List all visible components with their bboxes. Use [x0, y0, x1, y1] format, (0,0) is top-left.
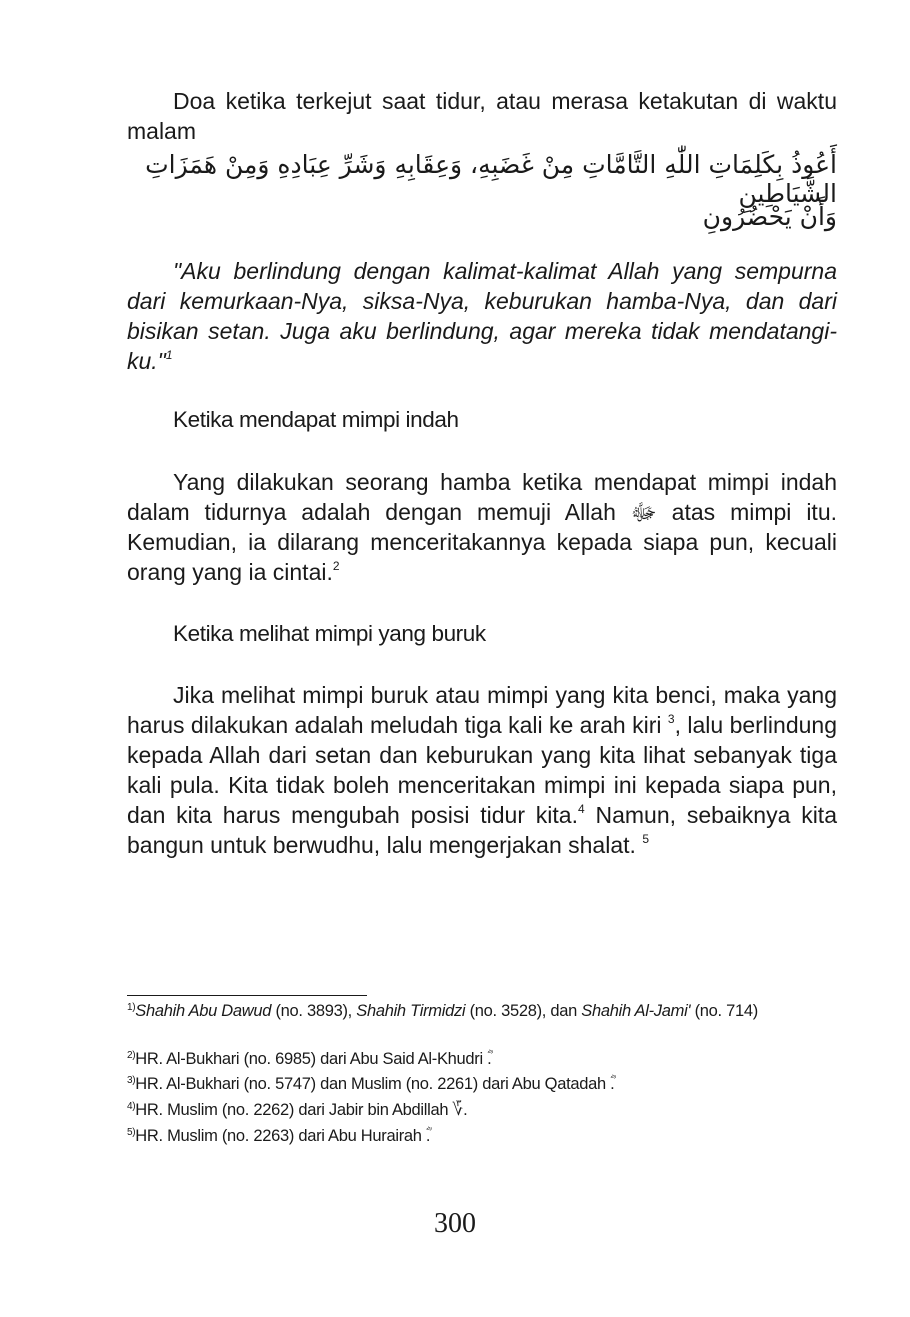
footnote-number: 3)	[127, 1075, 136, 1086]
section-heading-bad-dream: Ketika melihat mimpi yang buruk	[173, 621, 486, 646]
footnote-text: (no. 3893),	[271, 1002, 357, 1020]
good-dream-text: Yang dilakukan seorang hamba ketika mendapat mimpi indah dalam tidurnya adalah dengan memuji Allah ﷻ atas mimpi itu. Kemudian, ia dilarang menceritakannya kepada siapa pun, kecuali orang yang ia cintai.	[127, 469, 838, 585]
footnote-number: 1)	[127, 1002, 136, 1013]
footnote-text: HR. Muslim (no. 2263) dari Abu Hurairah ؓ.	[135, 1127, 431, 1145]
bad-dream-text-a: Jika melihat mimpi buruk atau mimpi yang kita benci, maka yang harus dilakukan adalah meludah tiga kali ke arah kiri	[127, 682, 837, 738]
bad-dream-text-c: Namun, sebaiknya kita bangun untuk berwudhu, lalu mengerjakan shalat.	[127, 802, 837, 858]
footnote-text: Shahih Al-Jami'	[581, 1002, 691, 1020]
footnote-number: 4)	[127, 1101, 136, 1112]
footnote-ref-5: 5	[642, 832, 649, 846]
footnote-text: Shahih Abu Dawud	[135, 1002, 272, 1020]
footnote-ref-3: 3	[667, 712, 675, 726]
doa-heading: Doa ketika terkejut saat tidur, atau merasa ketakutan di waktu malam	[127, 88, 837, 144]
footnote-2	[127, 1048, 817, 1070]
bad-dream-text-b: , lalu berlindung kepada Allah dari setan dan keburukan yang kita lihat sebanyak tiga kali pula. Kita tidak boleh menceritakan mimpi ini kepada siapa pun, dan kita harus mengubah posisi tidur kita.	[127, 712, 837, 828]
arabic-doa-line-1: أَعُوذُ بِكَلِمَاتِ اللّٰهِ التَّامَّاتِ مِنْ غَضَبِهِ، وَعِقَابِهِ وَشَرِّ عِبَادِهِ وَمِنْ هَمَزَاتِ الشَّيَاطِينِ	[145, 150, 837, 208]
footnote-divider	[127, 995, 367, 996]
section-text-bad-dream	[127, 680, 837, 860]
footnote-3	[127, 1073, 817, 1095]
footnote-ref-1: 1	[165, 348, 173, 362]
arabic-doa-line-2: وَأَنْ يَحْضُرُونِ	[702, 202, 837, 231]
footnote-number: 5)	[127, 1127, 136, 1138]
section-heading-good-dream: Ketika mendapat mimpi indah	[173, 407, 459, 432]
footnote-number: 2)	[127, 1050, 136, 1061]
footnote-ref-2: 2	[332, 559, 340, 573]
footnote-text: Shahih Tirmidzi	[356, 1002, 466, 1020]
footnote-text: HR. Al-Bukhari (no. 5747) dan Muslim (no. 2261) dari Abu Qatadah ؓ.	[135, 1075, 615, 1093]
footnote-text: (no. 714)	[690, 1002, 758, 1020]
footnote-text: (no. 3528), dan	[465, 1002, 582, 1020]
section-text-good-dream	[127, 467, 837, 587]
footnote-text: HR. Al-Bukhari (no. 6985) dari Abu Said Al-Khudri ؓ.	[135, 1050, 492, 1068]
doa-translation	[127, 256, 837, 376]
page-number: 300	[434, 1208, 476, 1239]
translation-text: "Aku berlindung dengan kalimat-kalimat Allah yang sempurna dari kemurkaan-Nya, siksa-Nya, keburukan hamba-Nya, dan dari bisikan setan. Juga aku berlindung, agar mereka tidak mendatangi-ku."	[127, 258, 837, 374]
footnote-1	[127, 1000, 827, 1022]
footnote-4	[127, 1099, 817, 1121]
footnote-5	[127, 1125, 817, 1147]
footnote-ref-4: 4	[577, 802, 585, 816]
footnote-text: HR. Muslim (no. 2262) dari Jabir bin Abdillah ؆.	[135, 1101, 468, 1119]
